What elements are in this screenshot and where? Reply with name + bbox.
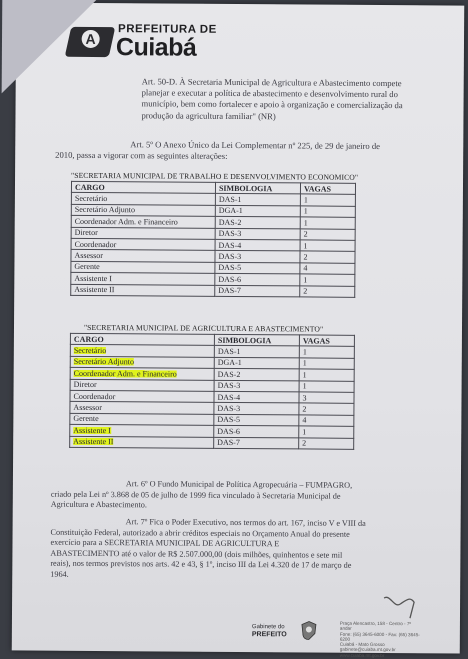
- footer: [251, 618, 452, 658]
- cell-simbologia: [215, 285, 300, 297]
- cell-text: Assessor: [73, 402, 102, 413]
- cell-text: Secretário Adjunto: [74, 205, 136, 215]
- cell-simbologia: [215, 217, 300, 229]
- cell-text: 1: [303, 275, 308, 285]
- text-line: município, bem como fortalecer e apoio à organização e comercialização da: [141, 98, 403, 111]
- art-50d-paragraph: [141, 76, 441, 123]
- cell-text: 1: [303, 195, 308, 205]
- cell-text: 4: [303, 263, 308, 273]
- cell-vagas: [299, 380, 354, 392]
- cell-text: Assistente II: [74, 285, 115, 295]
- cell-text: DAS-3: [218, 251, 242, 262]
- cell-text: Secretário: [73, 345, 107, 356]
- text-line: Art. 5º O Anexo Único da Lei Complementar nº 225, de 29 de janeiro de: [130, 139, 381, 151]
- art-6-paragraph: [51, 479, 436, 513]
- cell-vagas: [300, 263, 355, 275]
- table-row: [71, 284, 355, 297]
- text-line: Art. 6º O Fundo Municipal de Política Agropecuária – FUMPAGRO,: [125, 479, 353, 490]
- cell-simbologia: [214, 403, 299, 415]
- cell-text: DAS-4: [218, 240, 242, 250]
- cell-text: 1: [302, 358, 307, 368]
- cell-text: 2: [303, 252, 308, 262]
- prefeitura-logo: [68, 21, 238, 68]
- cell-vagas: [300, 194, 355, 206]
- footer-logo-line: PREFEITO: [251, 631, 287, 639]
- cell-text: Coordenador: [73, 391, 116, 401]
- cell-vagas: [299, 358, 354, 370]
- cell-vagas: [300, 285, 355, 297]
- cell-text: 1: [302, 347, 307, 357]
- footer-address: [340, 621, 420, 659]
- text-line: planejar e executar a política de abastecimento e desenvolvimento rural do: [141, 87, 398, 100]
- cell-text: 2: [302, 438, 307, 448]
- cell-text: Assessor: [74, 250, 103, 261]
- text-line: 2010, passa a vigorar com as seguintes alterações:: [55, 149, 228, 162]
- cell-text: DAS-1: [217, 346, 241, 357]
- cell-text: Assistente I: [74, 273, 112, 283]
- address-line: Fone: (65) 3645-6000 - Fax: (65) 3645-6200: [339, 631, 420, 642]
- cell-text: 2: [303, 286, 308, 296]
- cell-simbologia: [214, 414, 299, 426]
- text-line: Agricultura e Abastecimento.: [50, 499, 147, 510]
- text-line: reais), nos termos previstos nos arts. 42 e 43, § 1º, inciso III da Lei 4.320 de 17 de março de: [50, 559, 352, 571]
- cell-simbologia: [214, 437, 299, 449]
- cell-vagas: [299, 437, 354, 449]
- table2-title: "SECRETARIA MUNICIPAL DE AGRICULTURA E ABASTECIMENTO": [83, 322, 324, 334]
- cell-cargo: [70, 345, 214, 357]
- cell-text: DAS-7: [217, 438, 240, 448]
- cell-text: DAS-6: [217, 426, 240, 436]
- text-line: produção da agricultura familiar" (NR): [141, 109, 276, 121]
- cell-text: Coordenador Adm. e Financeiro: [74, 216, 178, 227]
- cell-cargo: [70, 379, 214, 391]
- cell-simbologia: [215, 239, 300, 251]
- header-vagas: VAGAS: [300, 183, 355, 195]
- document-page: [12, 2, 465, 658]
- cell-text: Assistente II: [73, 437, 114, 447]
- cell-cargo: [70, 390, 214, 402]
- cell-text: 1: [303, 206, 308, 216]
- logo-mark-icon: A: [65, 27, 116, 57]
- cell-vagas: [300, 206, 355, 218]
- cell-text: DAS-4: [217, 392, 241, 402]
- address-line: Cuiabá - Mato Grosso: [339, 641, 385, 648]
- cell-simbologia: [215, 251, 300, 263]
- cell-vagas: [300, 228, 355, 240]
- cell-cargo: [70, 436, 214, 448]
- cell-text: Gerente: [73, 414, 99, 424]
- cell-cargo: [71, 261, 215, 273]
- art-5-paragraph: [55, 139, 435, 164]
- cell-cargo: [70, 424, 214, 436]
- cell-simbologia: [214, 346, 299, 358]
- address-line: www.cuiaba.mt.gov.br: [339, 652, 385, 658]
- footer-gabinete-logo: [252, 624, 287, 638]
- cell-text: Coordenador Adm. e Financeiro: [73, 368, 177, 379]
- header-cargo: CARGO: [70, 333, 214, 345]
- cell-text: DAS-5: [217, 415, 241, 425]
- cell-text: Diretor: [73, 380, 97, 390]
- header-simbologia: SIMBOLOGIA: [215, 182, 300, 194]
- cell-text: 1: [302, 381, 307, 391]
- text-line: criado pela Lei nº 3.868 de 05 de julho de 1999 fica vinculado à Secretaria Municipal de: [50, 489, 341, 501]
- cell-vagas: [300, 240, 355, 252]
- address-line: gabinete@cuiaba.mt.gov.br: [339, 647, 396, 653]
- cell-text: 4: [302, 415, 307, 425]
- cell-text: 1: [303, 241, 308, 251]
- cell-simbologia: [215, 262, 300, 274]
- coat-of-arms-icon: [300, 620, 318, 640]
- text-line: Art. 50-D. À Secretaria Municipal de Agricultura e Abastecimento compete: [141, 76, 402, 89]
- text-line: 1964.: [50, 569, 69, 579]
- cell-simbologia: [214, 369, 299, 381]
- table-trabalho: [70, 181, 356, 298]
- cell-text: DAS-6: [218, 274, 242, 284]
- art-7-paragraph: [50, 517, 435, 583]
- cell-simbologia: [215, 194, 300, 206]
- cell-text: DAS-7: [218, 286, 241, 296]
- cell-text: Gerente: [74, 262, 100, 272]
- cell-text: DAS-2: [218, 217, 242, 227]
- cell-text: DGA-1: [217, 358, 242, 368]
- cell-cargo: [70, 356, 214, 368]
- cell-vagas: [299, 346, 354, 358]
- cell-text: DAS-3: [217, 403, 241, 414]
- cell-simbologia: [214, 391, 299, 403]
- text-line: Art. 7º Fica o Poder Executivo, nos termos do art. 167, inciso V e VIII da: [125, 517, 366, 528]
- cell-text: 1: [302, 370, 307, 380]
- table1-title: "SECRETARIA MUNICIPAL DE TRABALHO E DESENVOLVIMENTO ECONOMICO": [71, 170, 359, 182]
- cell-cargo: [71, 250, 215, 262]
- text-line: ABASTECIMENTO até o valor de R$ 2.507.000,00 (dois milhões, quinhentos e sete mil: [50, 548, 343, 560]
- cell-text: Assistente I: [73, 425, 111, 435]
- cell-text: DAS-3: [217, 381, 241, 391]
- cell-text: Diretor: [74, 228, 98, 238]
- cell-vagas: [299, 426, 354, 438]
- logo-city-name: Cuiabá: [115, 33, 197, 62]
- cell-cargo: [70, 413, 214, 425]
- cell-text: 1: [302, 427, 307, 437]
- footer-logo-line: Gabinete do: [251, 624, 285, 631]
- cell-cargo: [71, 193, 215, 205]
- cell-vagas: [299, 392, 354, 404]
- cell-simbologia: [214, 357, 299, 369]
- cell-vagas: [300, 251, 355, 263]
- cell-vagas: [299, 403, 354, 415]
- header-cargo: CARGO: [71, 181, 215, 193]
- cell-cargo: [71, 227, 215, 239]
- cell-cargo: [71, 216, 215, 228]
- cell-text: 2: [302, 404, 307, 414]
- cell-simbologia: [214, 425, 299, 437]
- header-simbologia: SIMBOLOGIA: [214, 334, 299, 346]
- cell-cargo: [71, 204, 215, 216]
- cell-vagas: [300, 274, 355, 286]
- table-row: [70, 436, 354, 449]
- cell-text: 1: [303, 218, 308, 228]
- cell-simbologia: [215, 273, 300, 285]
- text-line: exercício para a SECRETARIA MUNICIPAL DE AGRICULTURA E: [50, 537, 280, 549]
- cell-text: Secretário Adjunto: [73, 357, 135, 367]
- header-vagas: VAGAS: [299, 335, 354, 347]
- cell-simbologia: [214, 380, 299, 392]
- cell-text: Secretário: [74, 193, 108, 204]
- cell-vagas: [299, 415, 354, 427]
- cell-vagas: [299, 369, 354, 381]
- cell-cargo: [71, 284, 215, 296]
- address-line: Praça Alencastro, 158 - Centro - 7º andar: [339, 620, 412, 632]
- cell-text: 2: [303, 229, 308, 239]
- logo-top-text: PREFEITURA DE: [118, 23, 217, 36]
- cell-text: DAS-2: [217, 369, 241, 379]
- cell-cargo: [71, 238, 215, 250]
- cell-cargo: [70, 402, 214, 414]
- cell-text: DAS-1: [218, 194, 242, 205]
- cell-simbologia: [215, 205, 300, 217]
- cell-text: 3: [302, 393, 307, 403]
- cell-simbologia: [215, 228, 300, 240]
- cell-cargo: [70, 368, 214, 380]
- cell-text: DAS-3: [218, 229, 242, 239]
- cell-vagas: [300, 217, 355, 229]
- text-line: Constituição Federal, autorizado a abrir créditos especiais no Orçamento Anual do presente: [50, 527, 350, 539]
- table-agricultura: [69, 333, 355, 450]
- cell-cargo: [71, 272, 215, 284]
- cell-text: DGA-1: [218, 206, 243, 216]
- signature-mark: [380, 590, 420, 620]
- cell-text: Coordenador: [74, 239, 117, 249]
- cell-text: DAS-5: [218, 263, 242, 273]
